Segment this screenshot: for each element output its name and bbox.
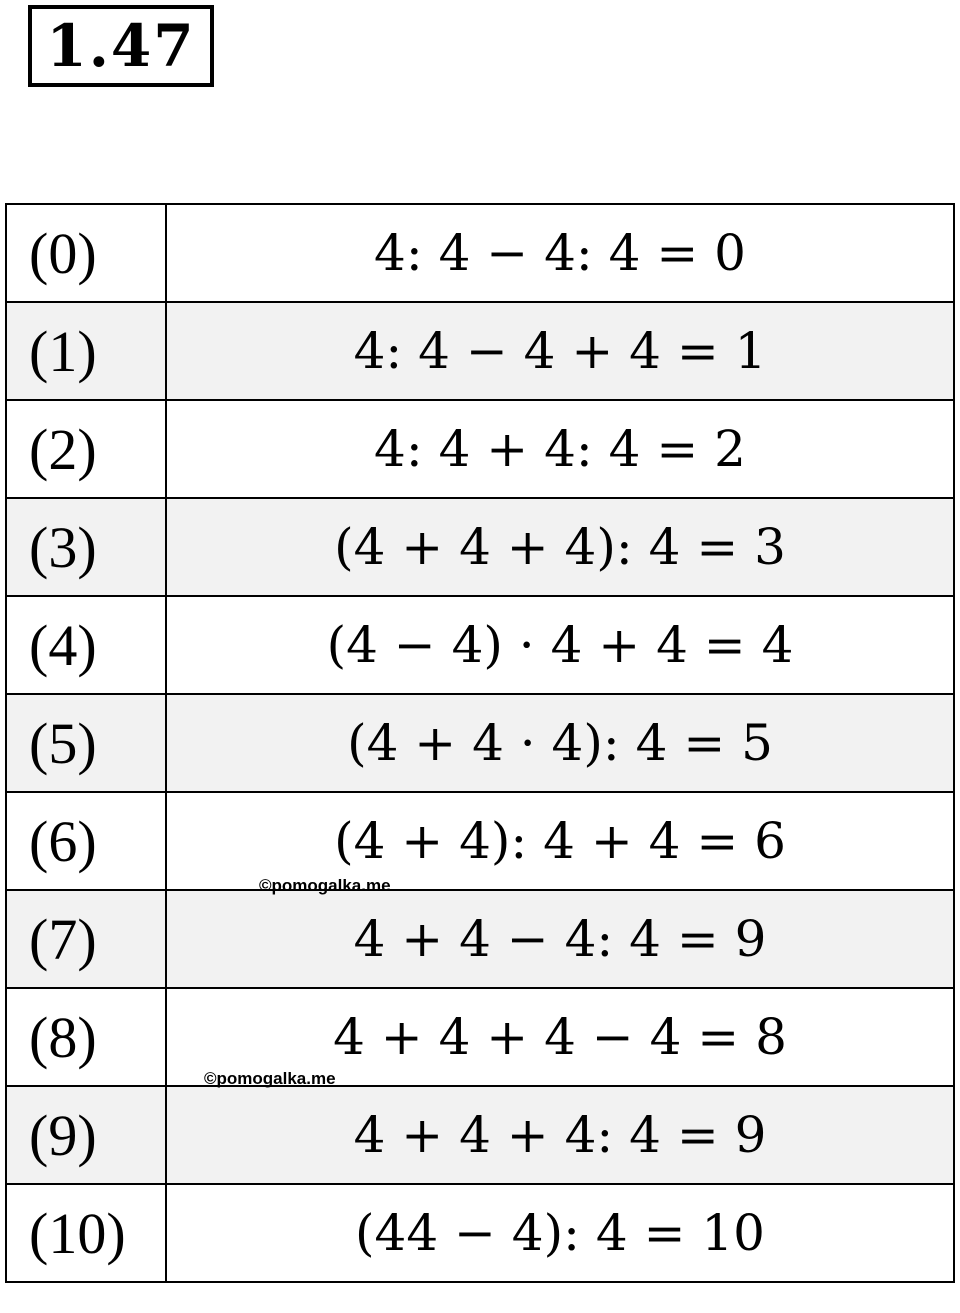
table-row: [6, 302, 954, 400]
row-label: (5): [6, 694, 166, 792]
row-label: (7): [6, 890, 166, 988]
row-label: (6): [6, 792, 166, 890]
solutions-table: [5, 203, 955, 1283]
row-expression: (44 − 4): 4 = 10: [166, 1184, 954, 1282]
problem-number: 1.47: [28, 5, 214, 87]
row-label: (0): [6, 204, 166, 302]
row-expression: (4 − 4) · 4 + 4 = 4: [166, 596, 954, 694]
table-row: [6, 792, 954, 890]
table-row: [6, 498, 954, 596]
watermark: ©pomogalka.me: [259, 876, 391, 895]
watermark: ©pomogalka.me: [204, 1069, 336, 1088]
row-label: (8): [6, 988, 166, 1086]
row-expression: 4 + 4 − 4: 4 = 9: [166, 890, 954, 988]
row-expression: 4: 4 − 4: 4 = 0: [166, 204, 954, 302]
row-expression: 4: 4 − 4 + 4 = 1: [166, 302, 954, 400]
table-row: [6, 1086, 954, 1184]
table-row: [6, 1184, 954, 1282]
row-label: (1): [6, 302, 166, 400]
row-label: (3): [6, 498, 166, 596]
row-label: (10): [6, 1184, 166, 1282]
table-row: [6, 204, 954, 302]
table-row: [6, 890, 954, 988]
row-expression: 4 + 4 + 4 − 4 = 8: [166, 988, 954, 1086]
row-label: (4): [6, 596, 166, 694]
row-expression: (4 + 4 · 4): 4 = 5: [166, 694, 954, 792]
table-row: [6, 596, 954, 694]
row-label: (2): [6, 400, 166, 498]
table-row: [6, 694, 954, 792]
row-expression: (4 + 4 + 4): 4 = 3: [166, 498, 954, 596]
row-expression: 4: 4 + 4: 4 = 2: [166, 400, 954, 498]
row-label: (9): [6, 1086, 166, 1184]
row-expression: (4 + 4): 4 + 4 = 6: [166, 792, 954, 890]
row-expression: 4 + 4 + 4: 4 = 9: [166, 1086, 954, 1184]
table-row: [6, 988, 954, 1086]
table-row: [6, 400, 954, 498]
